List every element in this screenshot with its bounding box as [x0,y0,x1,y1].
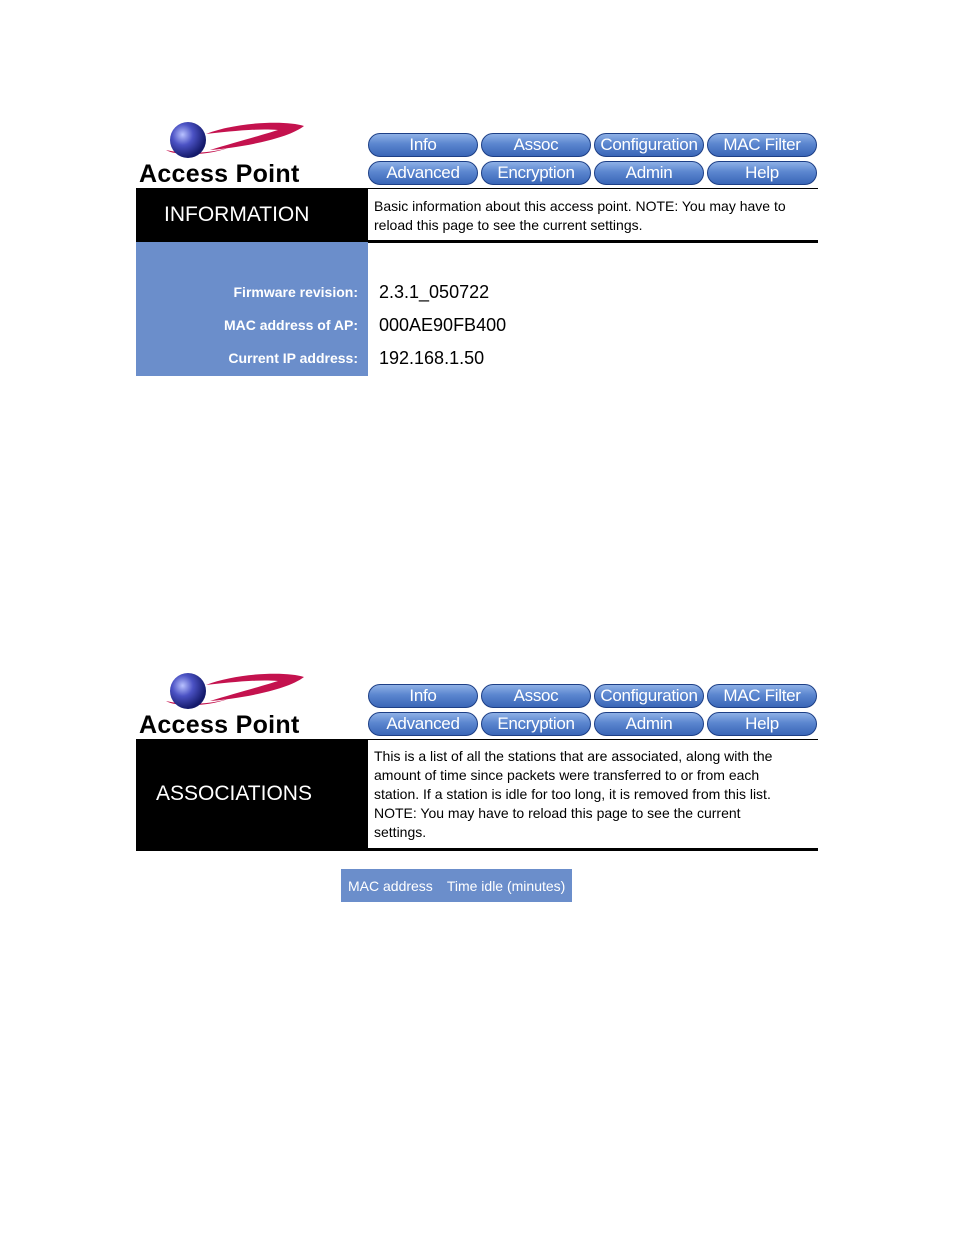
information-header [136,188,818,243]
column-mac-address: MAC address [348,877,433,894]
nav-info-button[interactable]: Info [368,133,478,157]
nav-admin-button[interactable]: Admin [594,161,704,185]
nav-assoc-button[interactable]: Assoc [481,684,591,708]
column-time-idle: Time idle (minutes) [446,877,566,894]
mac-address-value: 000AE90FB400 [379,315,507,335]
mac-address-label: MAC address of AP: [223,317,358,333]
firmware-revision-value: 2.3.1_050722 [379,282,490,302]
nav-mac-filter-button[interactable]: MAC Filter [707,133,817,157]
info-label-column [136,242,368,376]
firmware-revision-label: Firmware revision: [233,284,358,300]
logo [136,118,368,188]
nav-admin-button[interactable]: Admin [594,712,704,736]
nav-info-button[interactable]: Info [368,684,478,708]
nav-mac-filter-button[interactable]: MAC Filter [707,684,817,708]
access-point-logo-icon [166,118,306,162]
nav-encryption-button[interactable]: Encryption [481,161,591,185]
access-point-logo-icon [166,669,306,713]
logo [136,669,368,739]
current-ip-value: 192.168.1.50 [379,348,485,368]
nav-configuration-button[interactable]: Configuration [594,133,704,157]
logo-text: Access Point [139,160,300,188]
nav-menu [368,684,818,738]
page-description: Basic information about this access point. NOTE: You may have to reload this page to see the current settings. [374,198,786,233]
page-description: This is a list of all the stations that are associated, along with the amount of time since packets were transferred to or from each station. If a station is idle for too long, it is removed from this list. NOTE: You may have to reload this page to see the current settings. [374,748,773,840]
nav-assoc-button[interactable]: Assoc [481,133,591,157]
associations-table-header [341,869,572,902]
nav-menu [368,133,818,187]
nav-help-button[interactable]: Help [707,161,817,185]
nav-configuration-button[interactable]: Configuration [594,684,704,708]
page-title: ASSOCIATIONS [136,740,368,848]
logo-text: Access Point [139,711,300,739]
associations-header [136,739,818,851]
nav-help-button[interactable]: Help [707,712,817,736]
nav-advanced-button[interactable]: Advanced [368,161,478,185]
current-ip-label: Current IP address: [228,350,358,366]
nav-advanced-button[interactable]: Advanced [368,712,478,736]
page-title: INFORMATION [136,189,368,240]
nav-encryption-button[interactable]: Encryption [481,712,591,736]
info-table [136,242,818,376]
